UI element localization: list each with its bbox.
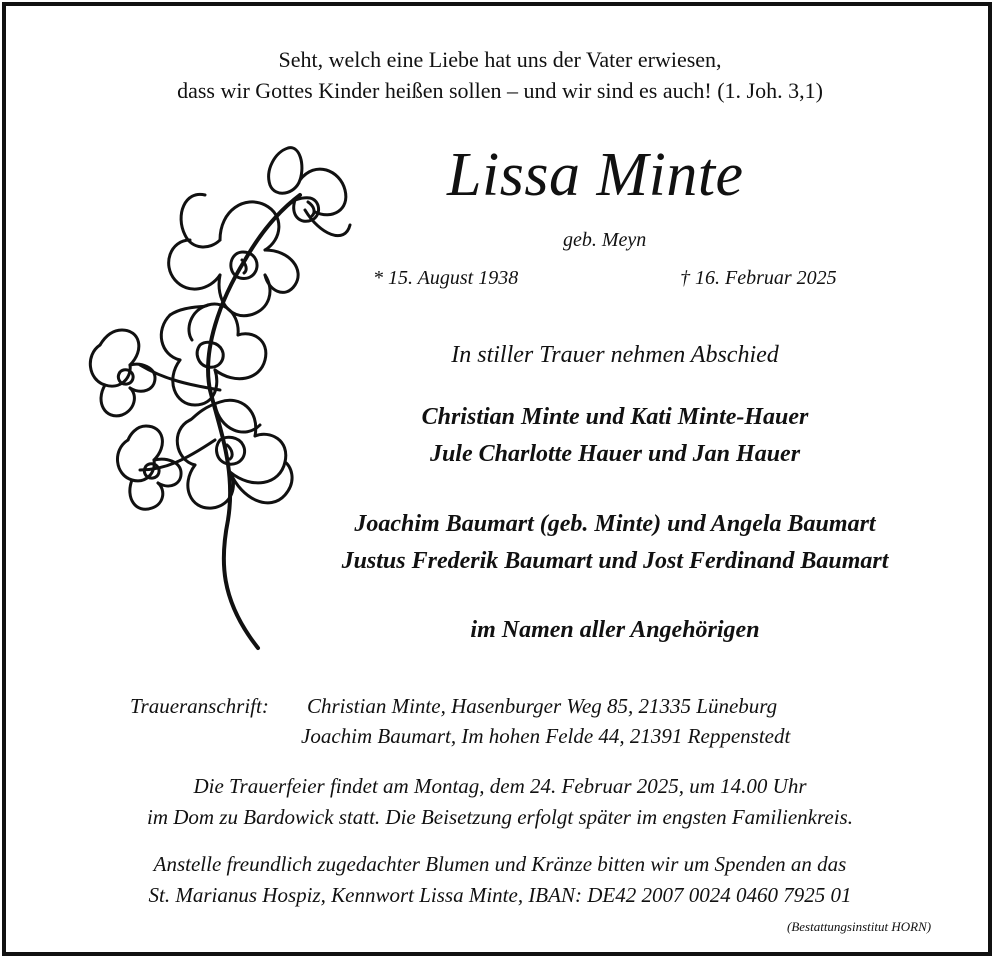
bible-verse-line-2: dass wir Gottes Kinder heißen sollen – und wir sind es auch! (1. Joh. 3,1) [177, 78, 823, 103]
deceased-name: Lissa Minte [447, 141, 744, 209]
ceremony-line-1: Die Trauerfeier findet am Montag, dem 24. Februar 2025, um 14.00 Uhr [193, 774, 807, 798]
birth-name: geb. Meyn [563, 229, 647, 251]
ceremony-line-2: im Dom zu Bardowick statt. Die Beisetzung erfolgt später im engsten Familienkreis. [147, 805, 853, 829]
donation-line-1: Anstelle freundlich zugedachter Blumen und Kränze bitten wir um Spenden an das [153, 852, 847, 876]
bible-verse-line-1: Seht, welch eine Liebe hat uns der Vater erwiesen, [278, 47, 722, 72]
closing-line: im Namen aller Angehörigen [470, 617, 760, 643]
bible-verse [0, 44, 1000, 106]
ceremony-info [0, 771, 1000, 833]
address-line-2: Joachim Baumart, Im hohen Felde 44, 21391 Reppenstedt [301, 724, 791, 748]
address-line-1: Christian Minte, Hasenburger Weg 85, 21335 Lüneburg [307, 694, 778, 718]
death-date: † 16. Februar 2025 [680, 267, 837, 289]
donation-info [0, 849, 1000, 911]
funeral-home-credit: (Bestattungsinstitut HORN) [787, 919, 932, 934]
donation-line-2: St. Marianus Hospiz, Kennwort Lissa Minte, IBAN: DE42 2007 0024 0460 7925 01 [148, 883, 852, 907]
mourning-intro: In stiller Trauer nehmen Abschied [451, 342, 779, 368]
family-line: Christian Minte und Kati Minte-Hauer [421, 404, 809, 430]
address-label: Traueranschrift: [130, 694, 269, 718]
orchid-branch-icon [70, 140, 360, 652]
family-line: Justus Frederik Baumart und Jost Ferdinand Baumart [341, 548, 889, 574]
family-line: Joachim Baumart (geb. Minte) und Angela Baumart [354, 511, 876, 537]
birth-date: * 15. August 1938 [373, 267, 519, 289]
family-line: Jule Charlotte Hauer und Jan Hauer [429, 441, 801, 467]
